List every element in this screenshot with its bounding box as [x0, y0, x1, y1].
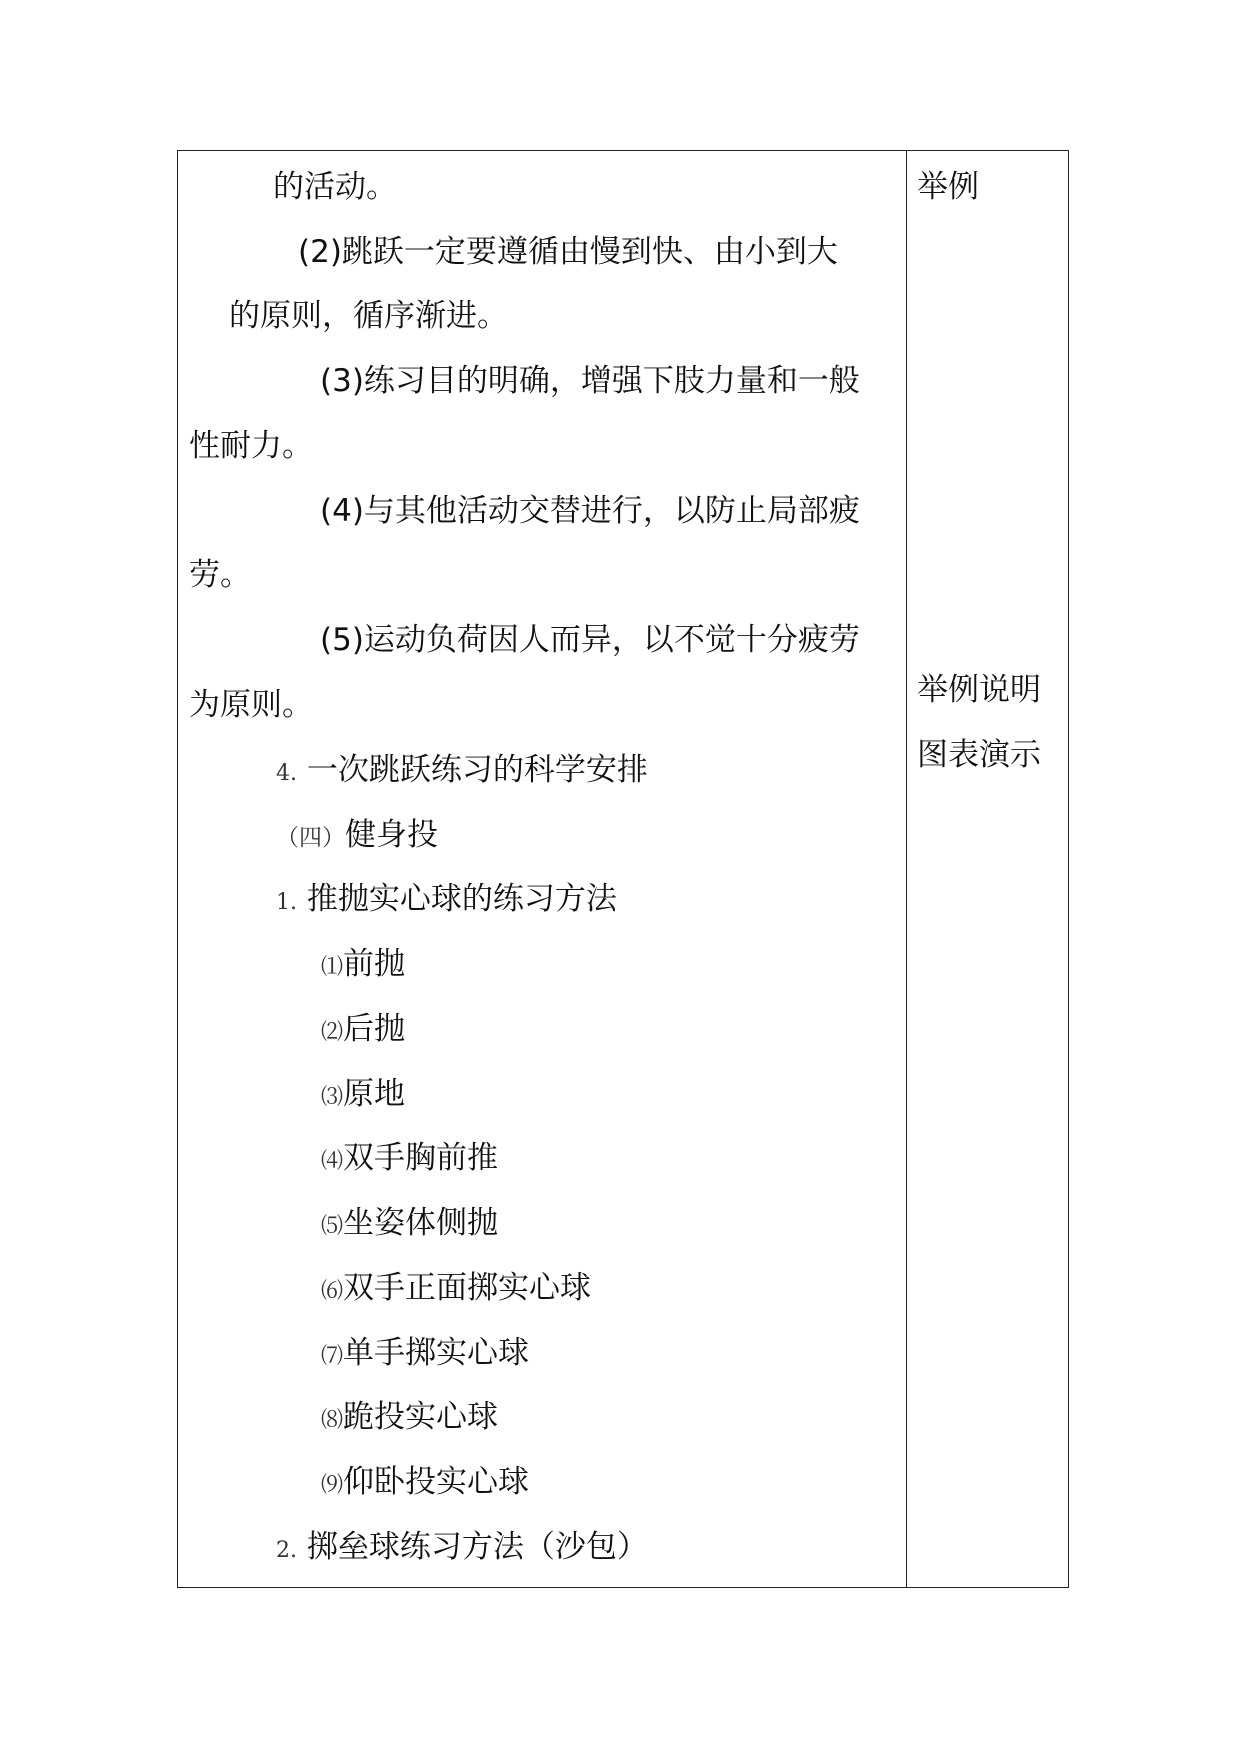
item-text: 后抛 [343, 1011, 406, 1047]
item-number: ⑵ [321, 1020, 344, 1045]
item-number: ⑼ [321, 1473, 344, 1498]
text-line: 为原则。 [189, 687, 313, 723]
section-number: （四） [276, 825, 345, 851]
item-text: 双手胸前推 [343, 1140, 499, 1176]
section-text: 健身投 [345, 817, 438, 853]
lesson-table [177, 150, 1069, 1588]
item-text: 前抛 [343, 946, 406, 982]
heading-text: 一次跳跃练习的科学安排 [306, 752, 648, 788]
side-note: 举例 [917, 169, 979, 205]
list-item [321, 1397, 498, 1441]
heading-text: 掷垒球练习方法（沙包） [306, 1529, 648, 1565]
item-number: ⑷ [321, 1149, 344, 1174]
item-text: 单手掷实心球 [343, 1335, 530, 1371]
heading-4 [276, 750, 648, 794]
list-item [321, 944, 405, 988]
text-line: 劳。 [189, 557, 251, 593]
item-number: ⑸ [321, 1214, 344, 1239]
side-note: 举例说明 [917, 672, 1041, 708]
text-line: (2)跳跃一定要遵循由慢到快、由小到大 [298, 234, 838, 270]
list-item [321, 1074, 405, 1118]
heading-text: 推抛实心球的练习方法 [306, 881, 617, 917]
item-number: ⑺ [321, 1344, 344, 1369]
heading-number: 1. [276, 890, 297, 915]
list-item [321, 1333, 529, 1377]
side-note: 图表演示 [917, 737, 1041, 773]
list-item [321, 1268, 591, 1312]
list-item [321, 1009, 405, 1053]
heading-number: 4. [276, 761, 297, 786]
heading-number: 2. [276, 1538, 297, 1563]
list-item [321, 1203, 498, 1247]
text-line: 的原则，循序渐进。 [229, 298, 508, 334]
text-line: (3)练习目的明确，增强下肢力量和一般 [320, 363, 860, 399]
heading-2 [276, 1527, 648, 1571]
item-text: 双手正面掷实心球 [343, 1270, 592, 1306]
item-text: 仰卧投实心球 [343, 1464, 530, 1500]
text-line: (4)与其他活动交替进行，以防止局部疲 [320, 493, 860, 529]
item-number: ⑻ [321, 1408, 344, 1433]
list-item [321, 1138, 498, 1182]
item-text: 原地 [343, 1076, 406, 1112]
list-item [321, 1462, 529, 1506]
heading-1 [276, 879, 617, 923]
column-divider [906, 151, 907, 1587]
item-number: ⑶ [321, 1085, 344, 1110]
text-line: (5)运动负荷因人而异，以不觉十分疲劳 [320, 622, 860, 658]
item-number: ⑴ [321, 955, 344, 980]
item-text: 跪投实心球 [343, 1399, 499, 1435]
text-line: 的活动。 [273, 169, 397, 205]
section-heading [276, 815, 438, 858]
item-text: 坐姿体侧抛 [343, 1205, 499, 1241]
item-number: ⑹ [321, 1279, 344, 1304]
text-line: 性耐力。 [189, 428, 313, 464]
